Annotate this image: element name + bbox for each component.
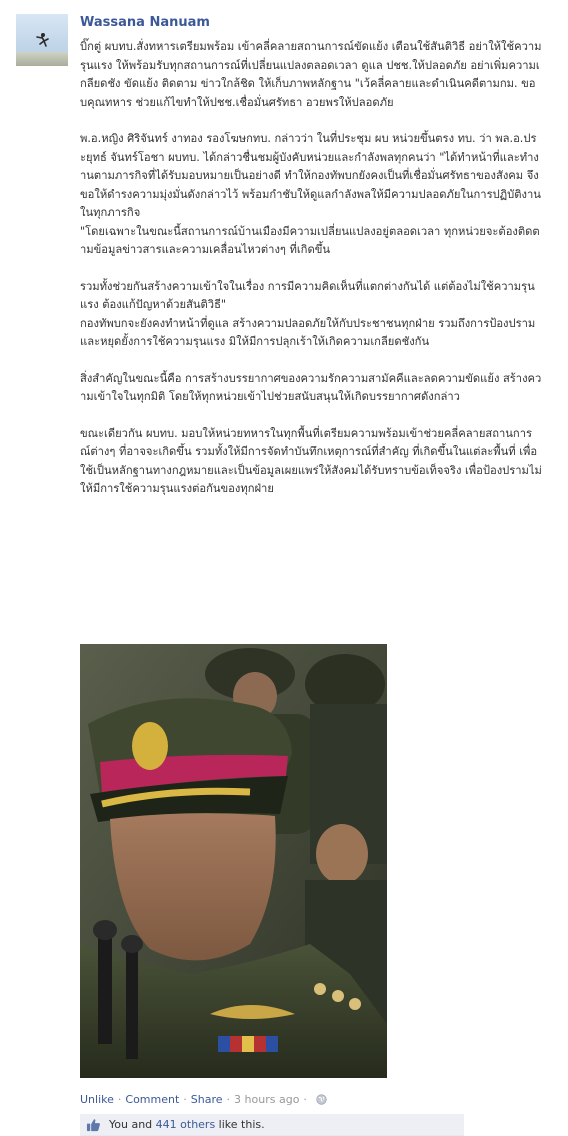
likes-others-link[interactable]: 441 others bbox=[155, 1118, 216, 1131]
post-body bbox=[80, 38, 542, 499]
action-separator: · bbox=[117, 1093, 122, 1106]
post-paragraph: สิ่งสำคัญในขณะนี้คือ การสร้างบรรยากาศของความรักความสามัคคีและลดความขัดแย้ง สร้างความเข้าใจในทุกมิติ โดยให้ทุกหน่วยเข้าไปช่วยสนับสนุนให้เกิดบรรยากาศดังกล่าว bbox=[80, 371, 542, 403]
unlike-link[interactable]: Unlike bbox=[80, 1093, 114, 1106]
likes-prefix: You and bbox=[109, 1118, 156, 1131]
post-paragraph: ขณะเดียวกัน ผบทบ. มอบให้หน่วยทหารในทุกพื้นที่เตรียมความพร้อมเข้าช่วยคลี่คลายสถานการณ์ต่างๆ ที่อาจจะเกิดขึ้น รวมทั้งให้มีการจัดทำบันทึกเหตุการณ์ที่สำคัญ ที่เกิดขึ้นในแต่ละพื้นที่ เพื่อใช้เป็นหลักฐานทางกฎหมายและเป็นข้อมูลเผยแพร่ให้สังคมได้รับทราบข้อเท็จจริง เพื่อป้องปรามไม่ให้มีการใช้ความรุนแรงต่อกันของทุกฝ่าย bbox=[80, 426, 542, 495]
avatar-figure-icon bbox=[34, 32, 50, 48]
share-link[interactable]: Share bbox=[190, 1093, 223, 1106]
post-paragraph: พ.อ.หญิง ศิริจันทร์ งาทอง รองโฆษกทบ. กล่าวว่า ในที่ประชุม ผบ หน่วยขึ้นตรง ทบ. ว่า พล.อ.ประยุทธ์ จันทร์โอชา ผบทบ. ได้กล่าวชื่นชมผู้บังคับหน่วยและกำลังพลทุกคนว่า "ได้ทำหน้าที่และทำงานตามภารกิจที่ได้รับมอบหมายเป็นอย่างดี ทำให้กองทัพบกยังคงเป็นที่เชื่อมั่นศรัทธาของสังคม จึงขอให้ดำรงความมุ่งมั่นดังกล่าวไว้ พร้อมกำชับให้ดูแลกำลังพลให้มีความปลอดภัยในการปฏิบัติงานในทุกภารกิจ "โดยเฉพาะในขณะนี้สถานการณ์บ้านเมืองมีความเปลี่ยนแปลงอยู่ตลอดเวลา ทุกหน่วยจะต้องติดตามข้อมูลข่าวสารและความเคลื่อนไหวต่างๆ ที่เกิดขึ้น bbox=[80, 132, 541, 256]
globe-icon[interactable] bbox=[316, 1094, 327, 1105]
post-photo-image bbox=[80, 644, 387, 1078]
likes-summary bbox=[80, 1114, 464, 1136]
author-avatar[interactable] bbox=[16, 14, 68, 66]
post-paragraph: บิ๊กตู่ ผบทบ.สั่งทหารเตรียมพร้อม เข้าคลี่คลายสถานการณ์ขัดแย้ง เตือนใช้สันติวิธี อย่าให้ใช้ความรุนแรง ให้พร้อมรับทุกสถานการณ์ที่เปลี่ยนแปลงตลอดเวลา ดูแล ปชช.ให้ปลอดภัย อย่าเพิ่มความเกลียดชัง ขัดแย้ง ติดตาม ข่าวใกล้ชิด ให้เก็บภาพหลักฐาน "เว้คลี่คลายและดำเนินคดีตามกม. ขอบคุณทหาร ช่วยแก้ไขทำให้ปชช.เชื่อมั่นศรัทธา อวยพรให้ปลอดภัย bbox=[80, 40, 542, 109]
action-separator: · bbox=[183, 1093, 187, 1106]
avatar-ground bbox=[16, 52, 68, 66]
action-separator: · bbox=[226, 1093, 231, 1106]
post-author-name[interactable]: Wassana Nanuam bbox=[80, 15, 210, 30]
action-separator: · bbox=[303, 1093, 307, 1106]
post-actions bbox=[80, 1093, 327, 1106]
likes-suffix: like this. bbox=[215, 1118, 265, 1131]
post-photo[interactable] bbox=[80, 644, 387, 1078]
post-paragraph: รวมทั้งช่วยกันสร้างความเข้าใจในเรื่อง การมีความคิดเห็นที่แตกต่างกันได้ แต่ต้องไม่ใช้ความรุนแรง ต้องแก้ปัญหาด้วยสันติวิธี" กองทัพบกจะยังคงทำหน้าที่ดูแล สร้างความปลอดภัยให้กับประชาชนทุกฝ่าย รวมถึงการป้องปรามและหยุดยั้งการใช้ความรุนแรง มิให้มีการปลุกเร้าให้เกิดความเกลียดชังกัน bbox=[80, 279, 536, 348]
post-timestamp[interactable]: 3 hours ago bbox=[234, 1093, 300, 1106]
thumbs-up-icon bbox=[86, 1118, 101, 1132]
comment-link[interactable]: Comment bbox=[125, 1093, 180, 1106]
